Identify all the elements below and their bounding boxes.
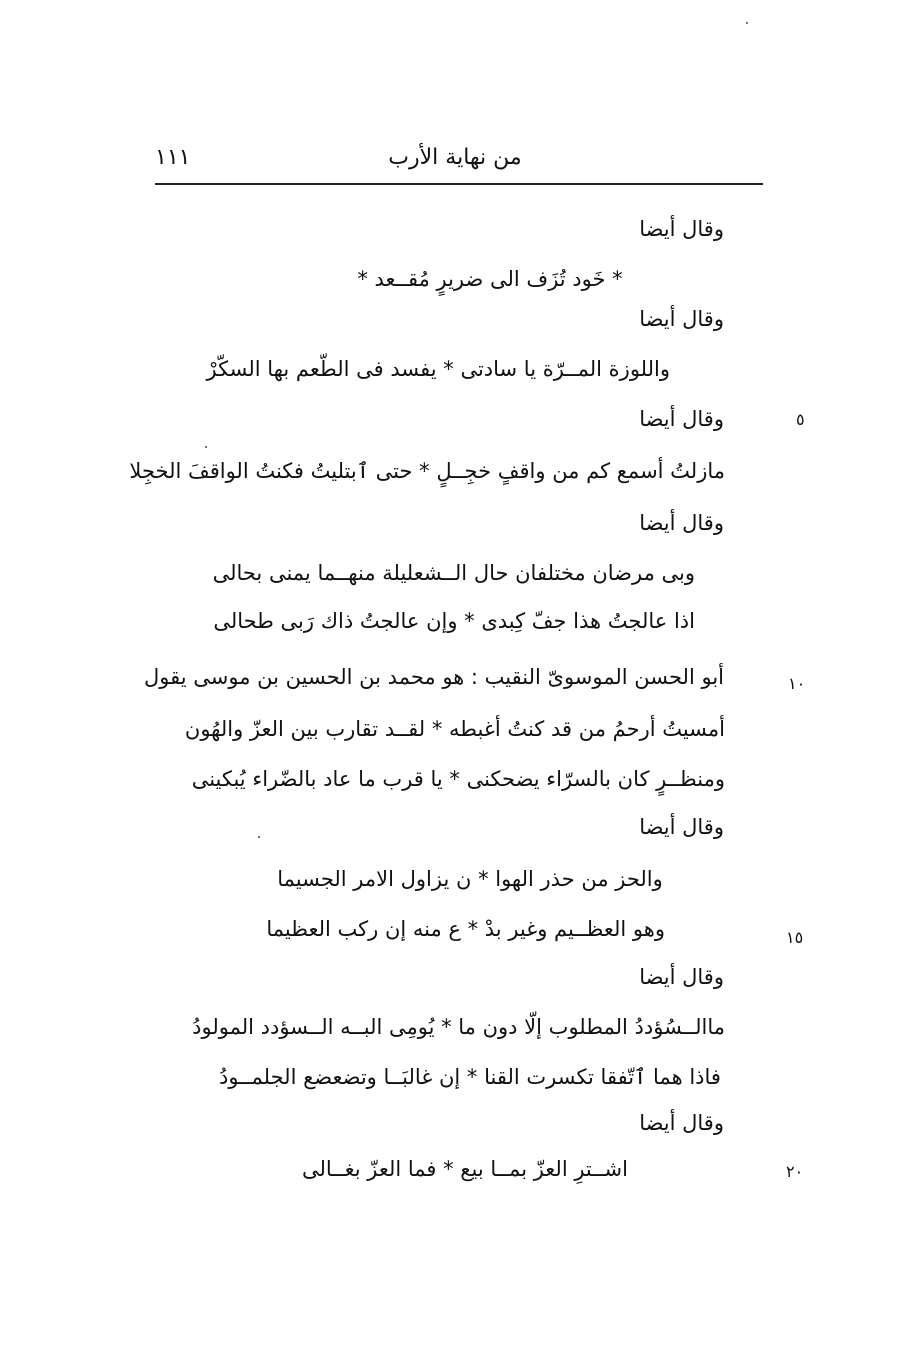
intro-line-1: وقال أيضا <box>639 217 724 241</box>
scan-speck <box>205 446 207 448</box>
verse-line-9: اذا عالجتُ هذا جفّ كِبدى * وإن عالجتُ ذاك رَبى طحالى <box>213 609 695 633</box>
verse-line-12: ومنظــرٍ كان بالسرّاء يضحكنى * يا قرب ما عاد بالضّراء يُبكينى <box>191 767 725 791</box>
verse-line-8: وبى مرضان مختلفان حال الــشعليلة منهــما يمنى بحالى <box>212 561 695 585</box>
verse-line-18: فاذا هما ٱتّفقا تكسرت القنا * إن غالبَــا وتضعضع الجلمــودُ <box>219 1065 721 1089</box>
biography-line-10: أبو الحسن الموسوىّ النقيب : هو محمد بن الحسين بن موسى يقول <box>144 665 724 689</box>
verse-line-6: مازلتُ أسمع كم من واقفٍ خجِــلٍ * حتى ٱبتليتُ فكنتُ الواقفَ الخجِلا <box>129 459 725 483</box>
scan-speck <box>258 836 260 838</box>
verse-line-4: واللوزة المــرّة يا سادتى * يفسد فى الطّعم بها السكّرْ <box>206 357 670 381</box>
line-number-20: ٢٠ <box>786 1162 804 1181</box>
line-number-10: ١٠ <box>788 674 806 693</box>
verse-line-20: اشــترِ العزّ بمــا بيع * فما العزّ بغــالى <box>302 1157 628 1181</box>
verse-line-15: وهو العظــيم وغير بدْ * ع منه إن ركب العظيما <box>266 917 665 941</box>
intro-line-16: وقال أيضا <box>639 965 724 989</box>
intro-line-13: وقال أيضا <box>639 815 724 839</box>
intro-line-19: وقال أيضا <box>639 1111 724 1135</box>
line-number-15: ١٥ <box>786 928 804 947</box>
scan-speck <box>746 22 748 24</box>
running-header-title: من نهاية الأرب <box>388 145 522 170</box>
intro-line-7: وقال أيضا <box>639 511 724 535</box>
intro-line-5: وقال أيضا <box>639 407 724 431</box>
verse-line-11: أمسيتُ أرحمُ من قد كنتُ أغبطه * لقــد تقارب بين العزّ والهُون <box>184 717 725 741</box>
header-rule <box>155 183 763 185</box>
verse-line-17: ماالــسُؤددُ المطلوب إلّا دون ما * يُومِى البــه الــسؤدد المولودُ <box>192 1015 725 1039</box>
intro-line-3: وقال أيضا <box>639 307 724 331</box>
page-number: ١١١ <box>155 145 191 170</box>
verse-line-2: * خَود تُزَف الى ضريرٍ مُقــعد * <box>357 267 623 291</box>
line-number-5: ٥ <box>796 410 805 429</box>
verse-line-14: والحز من حذر الهوا * ن يزاول الامر الجسيما <box>277 867 663 891</box>
